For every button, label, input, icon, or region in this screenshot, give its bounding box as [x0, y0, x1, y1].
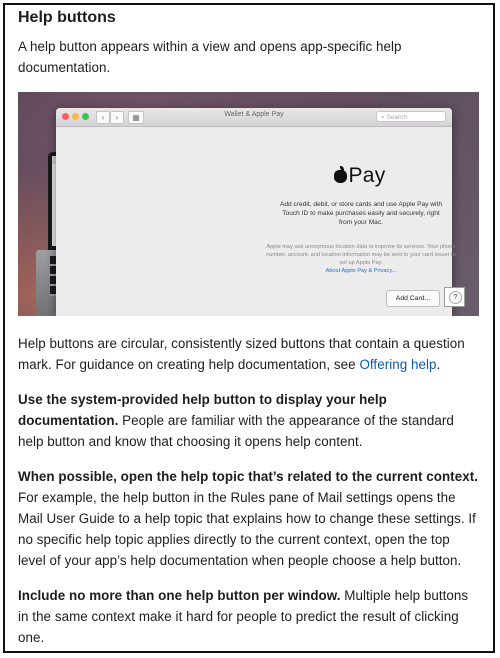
- privacy-text: Apple may use anonymous location data to improve its services. Your phone number, account, and location information may be sent to your card issuer to set up Apple Pay.: [266, 244, 456, 266]
- p2-text: People are familiar with the appearance of the standard help button and know that choosing it opens help content.: [18, 413, 454, 449]
- p3-bold: When possible, open the help topic that’s related to the current context.: [18, 469, 478, 484]
- add-card-button[interactable]: Add Card...: [386, 290, 440, 307]
- article: [18, 8, 480, 78]
- intro-paragraph: A help button appears within a view and opens app-specific help documentation.: [18, 39, 402, 75]
- screenshot-figure: [18, 92, 479, 316]
- forward-button[interactable]: ›: [110, 111, 124, 124]
- settings-window: [56, 108, 458, 316]
- p3-text: For example, the help button in the Rules pane of Mail settings opens the Mail User Guide to a help topic that explains how to change these settings. If no specific help topic applies directly to the current context, open the top level of your app’s help documentation when people choose a help button.: [18, 490, 476, 568]
- paragraph-system-help: [18, 389, 480, 452]
- paragraph-help-topic: [18, 466, 480, 571]
- paragraph-help-buttons: [18, 333, 480, 375]
- p2-bold: Use the system-provided help button to display your help documentation.: [18, 392, 387, 428]
- offering-help-link[interactable]: Offering help: [359, 357, 437, 372]
- window-title: Wallet & Apple Pay: [224, 111, 284, 118]
- help-button-highlight: [444, 287, 465, 307]
- p4-bold: Include no more than one help button per window.: [18, 588, 341, 603]
- p4-text: Multiple help buttons in the same context make it hard for people to predict the result of clicking one.: [18, 588, 469, 645]
- body-text: [18, 333, 480, 648]
- apple-pay-logo: [300, 164, 420, 188]
- p1-end: .: [436, 357, 441, 372]
- pay-description: Add credit, debit, or store cards and use Apple Pay with Touch ID to make purchases easily and securely, right from your Mac.: [279, 201, 442, 226]
- title-bar: [56, 108, 452, 127]
- pay-wordmark: Pay: [348, 164, 386, 187]
- paragraph-one-help-button: [18, 585, 480, 648]
- apple-icon: [334, 167, 347, 183]
- search-icon: ⌕: [381, 114, 387, 121]
- help-button[interactable]: ?: [449, 291, 462, 304]
- search-field[interactable]: [376, 111, 446, 122]
- p1-text: Help buttons are circular, consistently sized buttons that contain a question mark. For guidance on creating help documentation, see: [18, 336, 465, 372]
- show-all-grid-icon[interactable]: ▦: [128, 111, 144, 124]
- search-placeholder: Search: [386, 114, 408, 121]
- back-button[interactable]: ‹: [96, 111, 110, 124]
- section-heading: Help buttons: [18, 9, 116, 26]
- privacy-link[interactable]: About Apple Pay & Privacy...: [325, 268, 397, 274]
- privacy-notice: [264, 243, 458, 275]
